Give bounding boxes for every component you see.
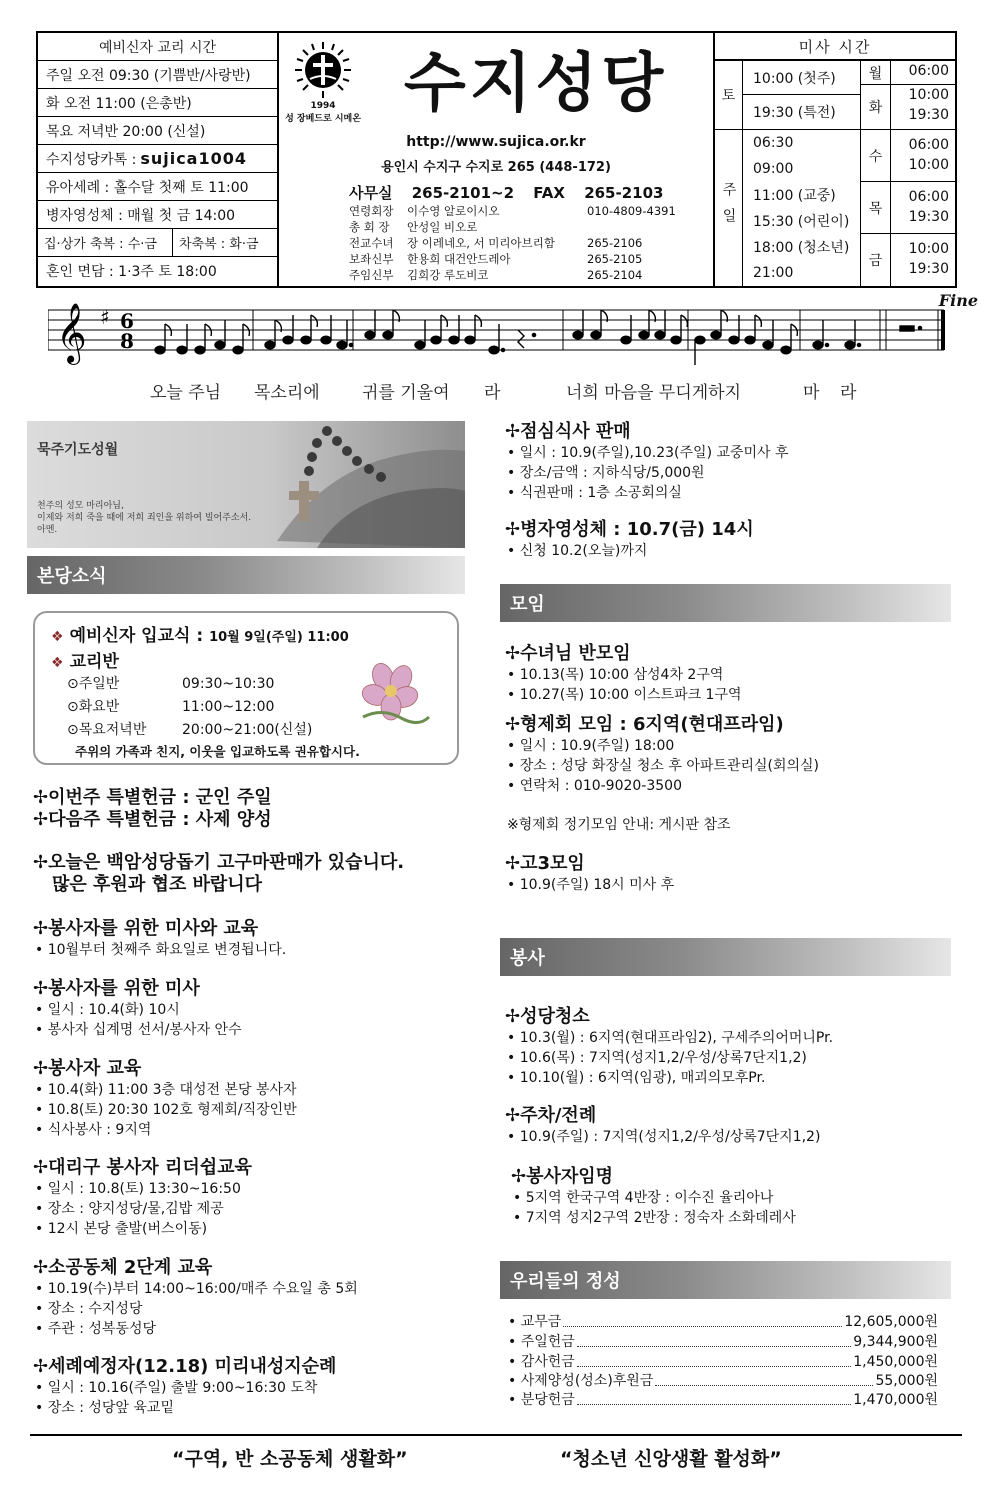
weekday-schedule [861, 61, 957, 286]
treble-clef-icon: 𝄞 [56, 303, 87, 363]
offering-row [508, 1312, 938, 1332]
offering-name: • 분당헌금 [508, 1390, 575, 1410]
weekday-label: 목 [861, 182, 891, 233]
item-heading: ✢오늘은 백암성당돕기 고구마판매가 있습니다. [33, 852, 405, 873]
office-label: 사무실 [349, 184, 393, 202]
offering-row [508, 1390, 938, 1410]
class-row [67, 696, 312, 719]
lyric-segment: 너희 마음을 무디게하지 [566, 383, 742, 403]
mass-time: 10:00 [908, 241, 949, 257]
volunteer-appointment [511, 1166, 796, 1228]
item-bullet: • 10.19(수)부터 14:00~16:00/매주 수요일 총 5회 [33, 1279, 358, 1299]
item-bullet: • 장소 : 양지성당/물,김밥 제공 [33, 1199, 252, 1219]
mass-time: 15:30 (어린이) [753, 214, 850, 230]
leader-dots [577, 1352, 851, 1367]
class-name: ⊙주일반 [67, 676, 120, 692]
staff-row [349, 203, 709, 219]
lyric-segment: 귀를 기울여 [362, 383, 450, 403]
entrance-ceremony [51, 621, 349, 646]
banner-prayer [37, 500, 357, 536]
bulletin-header [36, 31, 957, 288]
weekday-label: 월 [861, 61, 891, 84]
saturday-label: 토 [715, 61, 743, 130]
diamond-bullet-icon: ❖ [51, 655, 64, 671]
item-bullet: • 장소 : 성당앞 육교밑 [33, 1398, 336, 1418]
section-header-meetings: 모임 [500, 584, 951, 622]
mass-time: 19:30 [908, 261, 949, 277]
staff-list [349, 203, 709, 283]
offering-amount: 12,605,000원 [844, 1314, 938, 1330]
item-heading: ✢이번주 특별헌금 : 군인 주일 [33, 787, 272, 808]
staff-row [349, 251, 709, 267]
staff-tel: 265-2106 [587, 236, 643, 250]
volunteer-education [33, 1058, 297, 1140]
hymn-staff [48, 290, 948, 368]
fax-number: 265-2103 [584, 184, 664, 202]
sick-communion [505, 519, 754, 561]
entrance-label: 예비신자 입교식 : [69, 626, 204, 646]
lunch-sale [505, 421, 789, 503]
class-name: ⊙목요저녁반 [67, 722, 147, 738]
banner-title: 묵주기도성월 [37, 442, 119, 458]
time-signature-top: 6 [120, 309, 134, 333]
staff-role: 전교수녀 [349, 236, 394, 250]
item-heading: 많은 후원과 협조 바랍니다 [52, 874, 263, 895]
item-bullet: • 일시 : 10.9(주일) 18:00 [505, 736, 819, 756]
note-text: ※형제회 정기모임 안내: 게시판 참조 [507, 817, 731, 833]
offering-name: • 사제양성(성소)후원금 [508, 1371, 653, 1391]
mass-time: 06:30 [753, 135, 794, 151]
item-bullet: • 봉사자 십계명 선서/봉사자 안수 [33, 1020, 242, 1040]
invite-note: 주위의 가족과 친지, 이웃을 입교하도록 권유합시다. [75, 744, 360, 759]
blessing-row [38, 229, 277, 257]
item-bullet: • 식사봉사 : 9지역 [33, 1120, 297, 1140]
item-heading: ✢병자영성체 : 10.7(금) 14시 [505, 519, 754, 540]
staff-role: 보좌신부 [349, 252, 394, 266]
mass-time: 21:00 [753, 265, 794, 281]
item-bullet: • 10.27(목) 10:00 이스트파크 1구역 [505, 685, 742, 705]
item-heading: ✢봉사자를 위한 미사 [33, 978, 200, 999]
weekday-times [891, 61, 957, 84]
mass-time: 06:00 [908, 63, 949, 79]
weekday-times [891, 130, 957, 181]
weekday-label: 수 [861, 130, 891, 181]
leader-dots [577, 1390, 851, 1405]
senior-meeting [505, 853, 674, 895]
offering-amount: 9,344,900원 [853, 1334, 938, 1350]
staff-row [349, 219, 709, 235]
sunday-label: 주일 [715, 130, 743, 286]
mass-time: 10:00 [908, 87, 949, 103]
item-heading: ✢봉사자 교육 [33, 1058, 142, 1079]
mass-time: 10:00 (첫주) [743, 61, 860, 95]
brothers-meeting [505, 714, 819, 796]
marriage-row: 혼인 면담 : 1·3주 토 18:00 [46, 264, 217, 280]
lyric-segment: 오늘 주님 [150, 383, 222, 403]
catechism-info-panel [38, 33, 279, 286]
catechism-title: 예비신자 교리 시간 [38, 33, 277, 61]
weekday-row [861, 182, 957, 234]
item-bullet: • 장소 : 성당 화장실 청소 후 아파트관리실(회의실) [505, 756, 819, 776]
item-heading: ✢봉사자를 위한 미사와 교육 [33, 918, 259, 939]
class-row [67, 719, 312, 742]
class-name: ⊙화요반 [67, 699, 120, 715]
footer-slogan-left: “구역, 반 소공동체 생활화” [172, 1448, 408, 1470]
staff-tel: 265-2105 [587, 252, 643, 266]
item-bullet: • 10.6(목) : 7지역(성지1,2/우성/상록7단지1,2) [505, 1048, 833, 1068]
staff-row [349, 235, 709, 251]
lyric-segment: 마 [803, 383, 820, 403]
prayer-line: 천주의 성모 마리아님, [37, 501, 124, 511]
church-cleaning [505, 1006, 833, 1088]
catechism-row: 화 오전 11:00 (은총반) [38, 89, 277, 117]
item-bullet: • 10.9(주일) 18시 미사 후 [505, 875, 674, 895]
catechumen-box [33, 611, 459, 765]
volunteer-mass-edu [33, 918, 286, 960]
item-bullet: • 주관 : 성복동성당 [33, 1319, 358, 1339]
mass-time: 18:00 (청소년) [753, 240, 850, 256]
item-bullet: • 7지역 성지2구역 2반장 : 정숙자 소화데레사 [511, 1208, 796, 1228]
item-bullet: • 일시 : 10.8(토) 13:30~16:50 [33, 1179, 252, 1199]
weekday-label: 금 [861, 234, 891, 286]
weekday-times [891, 234, 957, 286]
item-heading: ✢수녀님 반모임 [505, 643, 631, 664]
item-heading: ✢대리구 봉사자 리더쉽교육 [33, 1157, 252, 1178]
item-bullet: • 10.4(화) 11:00 3층 대성전 본당 봉사자 [33, 1080, 297, 1100]
lyric-segment: 라 [484, 383, 501, 403]
class-time: 09:30~10:30 [182, 676, 275, 692]
weekday-row [861, 234, 957, 286]
prayer-line: 아멘. [37, 525, 58, 535]
item-heading: ✢성당청소 [505, 1006, 590, 1027]
staff-name: 이수영 알로이시오 [407, 204, 500, 218]
mass-time: 10:00 [908, 157, 949, 173]
leader-dots [563, 1312, 842, 1327]
parish-address: 용인시 수지구 수지로 265 (448-172) [381, 160, 611, 175]
katalk-label: 수지성당카톡 : [46, 151, 137, 168]
classes-label: 교리반 [69, 652, 119, 672]
item-heading: ✢소공동체 2단계 교육 [33, 1257, 213, 1278]
fine-marking: Fine [938, 291, 978, 310]
sisters-meeting [505, 643, 742, 705]
item-heading: ✢세례예정자(12.18) 미리내성지순례 [33, 1356, 337, 1377]
fax-label: FAX [533, 184, 565, 202]
class-row [67, 673, 312, 696]
item-bullet: • 10.10(월) : 6지역(임광), 매괴의모후Pr. [505, 1068, 833, 1088]
info-row: 유아세례 : 홀수달 첫째 토 11:00 [38, 173, 277, 201]
item-bullet: • 연락처 : 010-9020-3500 [505, 776, 819, 796]
parish-logo [283, 39, 363, 131]
saturday-times [743, 61, 861, 130]
flower-illustration-icon [353, 657, 431, 729]
mass-time: 19:30 (특전) [753, 105, 836, 121]
class-list [67, 673, 312, 742]
offering-name: • 감사헌금 [508, 1352, 575, 1372]
weekday-row [861, 85, 957, 130]
parish-masthead [279, 33, 713, 286]
item-heading: ✢다음주 특별헌금 : 사제 양성 [33, 809, 272, 830]
entrance-date: 10월 9일(주일) 11:00 [209, 630, 349, 645]
weekday-label: 화 [861, 85, 891, 129]
office-phone: 265-2101~2 [411, 184, 515, 202]
lyric-segment: 목소리에 [254, 383, 320, 403]
mass-title: 미사 시간 [715, 33, 955, 61]
item-bullet: • 10.3(월) : 6지역(현대프라임2), 구세주의어머니Pr. [505, 1028, 833, 1048]
office-contact [349, 182, 677, 203]
mass-time: 06:00 [908, 189, 949, 205]
offering-amount: 1,450,000원 [853, 1354, 938, 1370]
hymn-notes [155, 310, 922, 365]
leader-dots [577, 1332, 851, 1347]
parish-url[interactable]: http://www.sujica.or.kr [406, 134, 586, 150]
class-time: 11:00~12:00 [182, 699, 275, 715]
item-bullet: • 식권판매 : 1층 소공회의실 [505, 483, 789, 503]
parking-liturgy [505, 1105, 820, 1147]
prayer-line: 이제와 저희 죽을 때에 저희 죄인을 위하여 빌어주소서. [37, 513, 252, 523]
item-bullet: • 장소/금액 : 지하식당/5,000원 [505, 463, 789, 483]
item-bullet: • 일시 : 10.9(주일),10.23(주일) 교중미사 후 [505, 443, 789, 463]
volunteer-mass [33, 978, 242, 1040]
pilgrimage-notice [33, 1356, 336, 1418]
item-heading: ✢주차/전례 [505, 1105, 597, 1126]
logo-year: 1994 [310, 101, 336, 111]
staff-tel: 265-2104 [587, 268, 643, 282]
staff-row [349, 267, 709, 283]
offering-name: • 교무금 [508, 1312, 561, 1332]
footer-slogan-right: “청소년 신앙생활 활성화” [560, 1448, 782, 1470]
offering-name: • 주일헌금 [508, 1332, 575, 1352]
parish-name: 수지성당 [403, 47, 668, 121]
weekday-times [891, 85, 957, 129]
item-bullet: • 일시 : 10.4(화) 10시 [33, 1000, 242, 1020]
staff-tel: 010-4809-4391 [587, 204, 676, 218]
staff-role: 연령회장 [349, 204, 394, 218]
brothers-note [507, 815, 731, 835]
staff-name: 한용희 대건안드레아 [407, 252, 511, 266]
staff-name: 안성일 비오로 [407, 220, 478, 234]
offering-row [508, 1332, 938, 1352]
item-heading: ✢고3모임 [505, 853, 585, 874]
offering-amount: 55,000원 [875, 1373, 938, 1389]
item-bullet: • 신청 10.2(오늘)까지 [505, 541, 754, 561]
mass-time: 19:30 [908, 209, 949, 225]
mass-time: 06:00 [908, 137, 949, 153]
info-row: 병자영성체 : 매월 첫 금 14:00 [38, 201, 277, 229]
staff-name: 김희강 루도비코 [407, 268, 489, 282]
staff-name: 장 이레네오, 서 미리아브리함 [407, 236, 555, 250]
section-header-service: 봉사 [500, 938, 951, 976]
diamond-bullet-icon: ❖ [51, 629, 64, 645]
item-bullet: • 장소 : 수지성당 [33, 1299, 358, 1319]
item-heading: ✢봉사자임명 [511, 1166, 614, 1187]
mass-time: 11:00 (교중) [753, 188, 836, 204]
footer-divider [30, 1434, 962, 1436]
rosary-month-banner [27, 421, 465, 548]
section-header-news: 본당소식 [27, 556, 465, 594]
lyric-segment: 라 [840, 383, 857, 403]
item-heading: ✢점심식사 판매 [505, 421, 631, 442]
catechism-row: 주일 오전 09:30 (기쁨반/사랑반) [38, 61, 277, 89]
item-heading: ✢형제회 모임 : 6지역(현대프라임) [505, 714, 784, 735]
leader-dots [655, 1371, 873, 1386]
blessing-home: 집·상가 축복 : 수·금 [38, 229, 173, 256]
item-bullet: • 10.9(주일) : 7지역(성지1,2/우성/상록7단지1,2) [505, 1127, 820, 1147]
sharp-icon: ♯ [100, 305, 110, 329]
leadership-education [33, 1157, 252, 1239]
weekday-row [861, 130, 957, 182]
catechism-row: 목요 저녁반 20:00 (신설) [38, 117, 277, 145]
item-bullet: • 10월부터 첫째주 화요일로 변경됩니다. [33, 940, 286, 960]
offering-row [508, 1371, 938, 1391]
blessing-car: 차축복 : 화·금 [179, 237, 259, 252]
cross-sun-logo-icon [292, 39, 354, 101]
staff-role: 주임신부 [349, 268, 394, 282]
item-bullet: • 12시 본당 출발(버스이동) [33, 1219, 252, 1239]
mass-schedule-panel [713, 33, 955, 286]
item-bullet: • 10.13(목) 10:00 삼성4차 2구역 [505, 665, 742, 685]
logo-name: 성 장베드로 시메온 [285, 114, 361, 124]
classes-heading [51, 647, 119, 672]
sunday-times [743, 130, 861, 286]
item-bullet: • 10.8(토) 20:30 102호 형제회/직장인반 [33, 1100, 297, 1120]
katalk-id: sujica1004 [140, 149, 248, 168]
class-time: 20:00~21:00(신설) [182, 722, 313, 738]
mass-table [715, 61, 957, 286]
time-signature-bottom: 8 [120, 329, 134, 353]
mass-time: 09:00 [753, 161, 794, 177]
small-community-education [33, 1257, 358, 1339]
offering-amount: 1,470,000원 [853, 1392, 938, 1408]
weekday-times [891, 182, 957, 233]
item-bullet: • 5지역 한국구역 4반장 : 이수진 율리아나 [511, 1188, 796, 1208]
section-header-offerings: 우리들의 정성 [500, 1261, 951, 1299]
offering-row [508, 1352, 938, 1372]
sweet-potato-notice [33, 852, 404, 896]
item-bullet: • 일시 : 10.16(주일) 출발 9:00~16:30 도착 [33, 1378, 336, 1398]
weekday-row [861, 61, 957, 85]
mass-time: 19:30 [908, 107, 949, 123]
staff-role: 총 회 장 [349, 220, 390, 234]
special-collection [33, 787, 272, 831]
katalk-row [38, 145, 277, 173]
